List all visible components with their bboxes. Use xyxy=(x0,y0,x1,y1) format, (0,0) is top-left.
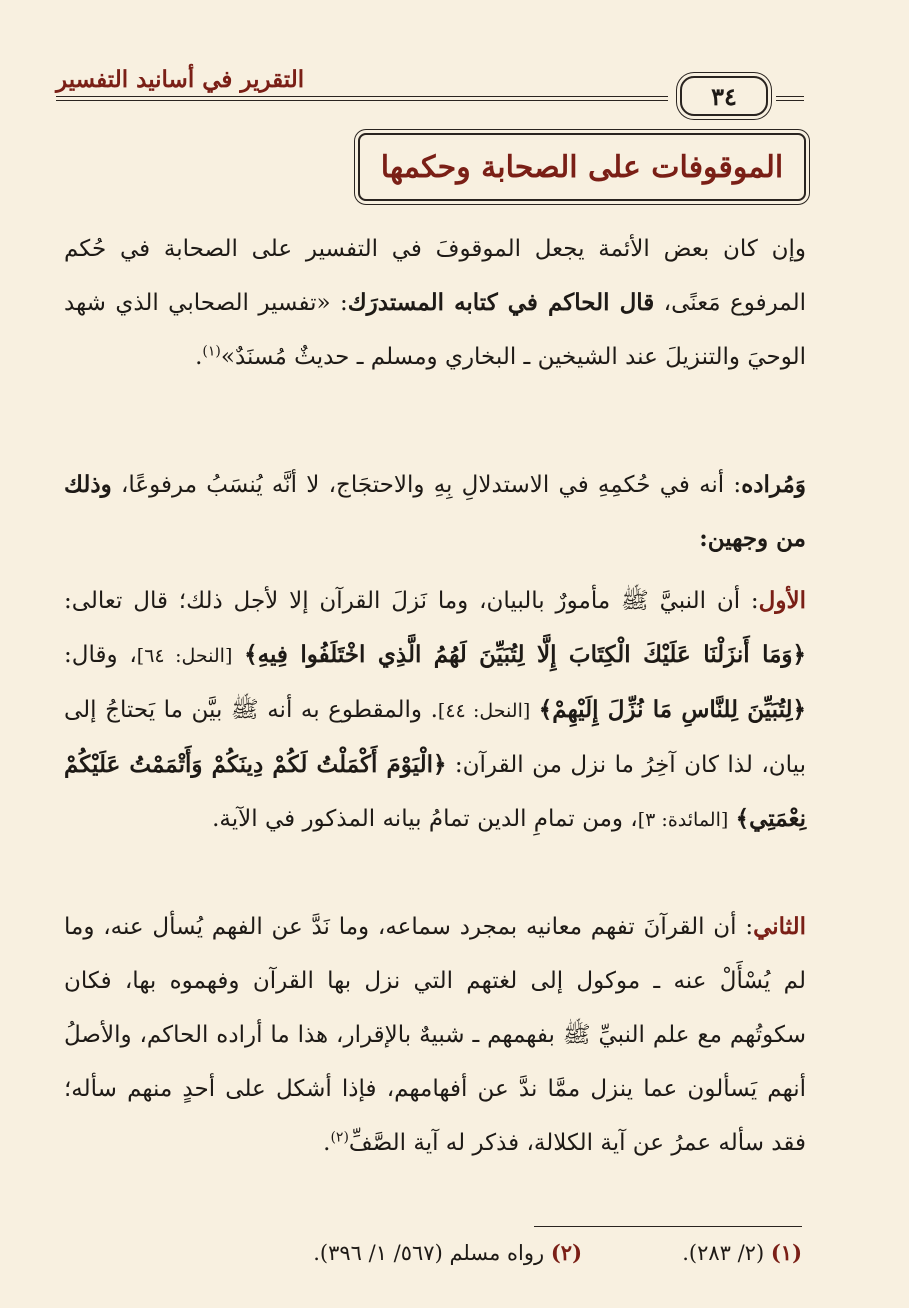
period: . xyxy=(195,344,203,370)
paragraph-text: ، ومن تمامِ الدين تمامُ بيانه المذكور في الآية. xyxy=(212,806,638,832)
quran-verse: ﴿لِتُبَيِّنَ لِلنَّاسِ مَا نُزِّلَ إِلَيْهِمْ﴾ xyxy=(538,696,807,723)
running-title: التقرير في أسانيد التفسير xyxy=(56,66,305,93)
paragraph-2 xyxy=(64,458,806,566)
header-rule xyxy=(56,96,668,97)
footnote-text: رواه مسلم (٥٦٧/ ١/ ٣٩٦). xyxy=(313,1241,545,1265)
verse-reference: [النحل: ٤٤] xyxy=(437,700,531,722)
footnote-number: (١) xyxy=(770,1240,802,1265)
paragraph-text: ، وقال: xyxy=(64,642,137,668)
footnotes xyxy=(100,1240,802,1276)
paragraph-text: : أن النبيَّ ﷺ مأمورٌ بالبيان، وما نَزلَ القرآن إلا لأجل ذلك؛ قال تعالى: xyxy=(64,588,759,614)
footnote-1 xyxy=(682,1240,802,1265)
verse-reference: [المائدة: ٣] xyxy=(637,809,729,831)
header-rule xyxy=(776,100,804,101)
page-number: ٣٤ xyxy=(680,76,768,116)
paragraph-text: وإن كان بعض الأئمة يجعل الموقوفَ في التفسير على الصحابة في حُكم المرفوع مَعنًى، xyxy=(64,236,806,316)
quran-verse: ﴿وَمَا أَنزَلْنَا عَلَيْكَ الْكِتَابَ إِلَّا لِتُبَيِّنَ لَهُمُ الَّذِي اخْتَلَفُوا فِيهِ﴾ xyxy=(244,641,807,668)
paragraph-text: : أن القرآنَ تفهم معانيه بمجرد سماعه، وما نَدَّ عن الفهم يُسأل عنه، وما لم يُسْأَلْ عنه ـ موكول إلى لغتهم التي نزل بها القرآن وفهموه بها، فكان سكوتُهم مع علم النبيِّ ﷺ بفهمهم ـ شبيهٌ بالإقرار، هذا ما أراده الحاكم، والأصلُ أنهم يَسألون عما ينزل ممَّا ندَّ عن أفهامهم، فإذا أشكل على أحدٍ منهم سأله؛ فقد سأله عمرُ عن آية الكلالة، فذكر له آية الصَّفِّ xyxy=(64,914,806,1156)
period: . xyxy=(323,1130,331,1156)
footnote-marker: (٢) xyxy=(330,1129,349,1146)
point-heading: الأول xyxy=(758,587,806,614)
paragraph-text: : أنه في حُكمِهِ في الاستدلالِ بِهِ والاحتجَاج، لا أنَّه يُنسَبُ مرفوعًا، xyxy=(111,472,742,498)
footnote-number: (٢) xyxy=(550,1240,582,1265)
bold-phrase: وذلك من وجهين: xyxy=(64,471,806,552)
paragraph-4 xyxy=(64,900,806,1170)
paragraph-3 xyxy=(64,574,806,847)
section-title: الموقوفات على الصحابة وحكمها xyxy=(358,133,806,201)
paragraph-text: . والمقطوع به أنه ﷺ بيَّن ما يَحتاجُ إلى بيان، لذا كان آخِرُ ما نزل من القرآن: xyxy=(64,697,806,778)
footnote-2 xyxy=(313,1240,582,1265)
footnote-rule xyxy=(534,1226,802,1227)
point-heading: الثاني xyxy=(753,913,806,940)
header-rule xyxy=(776,96,804,97)
footnote-text: (٢/ ٢٨٣). xyxy=(682,1241,765,1265)
bold-phrase: قال الحاكم في كتابه المستدرَك xyxy=(347,289,655,316)
paragraph-text: : «تفسير الصحابي الذي شهد الوحيَ والتنزيلَ عند الشيخين ـ البخاري ومسلم ـ حديثٌ مُسنَدٌ» xyxy=(64,290,806,370)
header-rule xyxy=(56,100,668,101)
paragraph-1 xyxy=(64,222,806,384)
verse-reference: [النحل: ٦٤] xyxy=(136,645,233,667)
quran-verse: ﴿الْيَوْمَ أَكْمَلْتُ لَكُمْ دِينَكُمْ وَأَتْمَمْتُ عَلَيْكُمْ نِعْمَتِي﴾ xyxy=(64,751,806,832)
paragraph-lead: وَمُراده xyxy=(741,471,806,498)
footnote-marker: (١) xyxy=(202,343,221,360)
